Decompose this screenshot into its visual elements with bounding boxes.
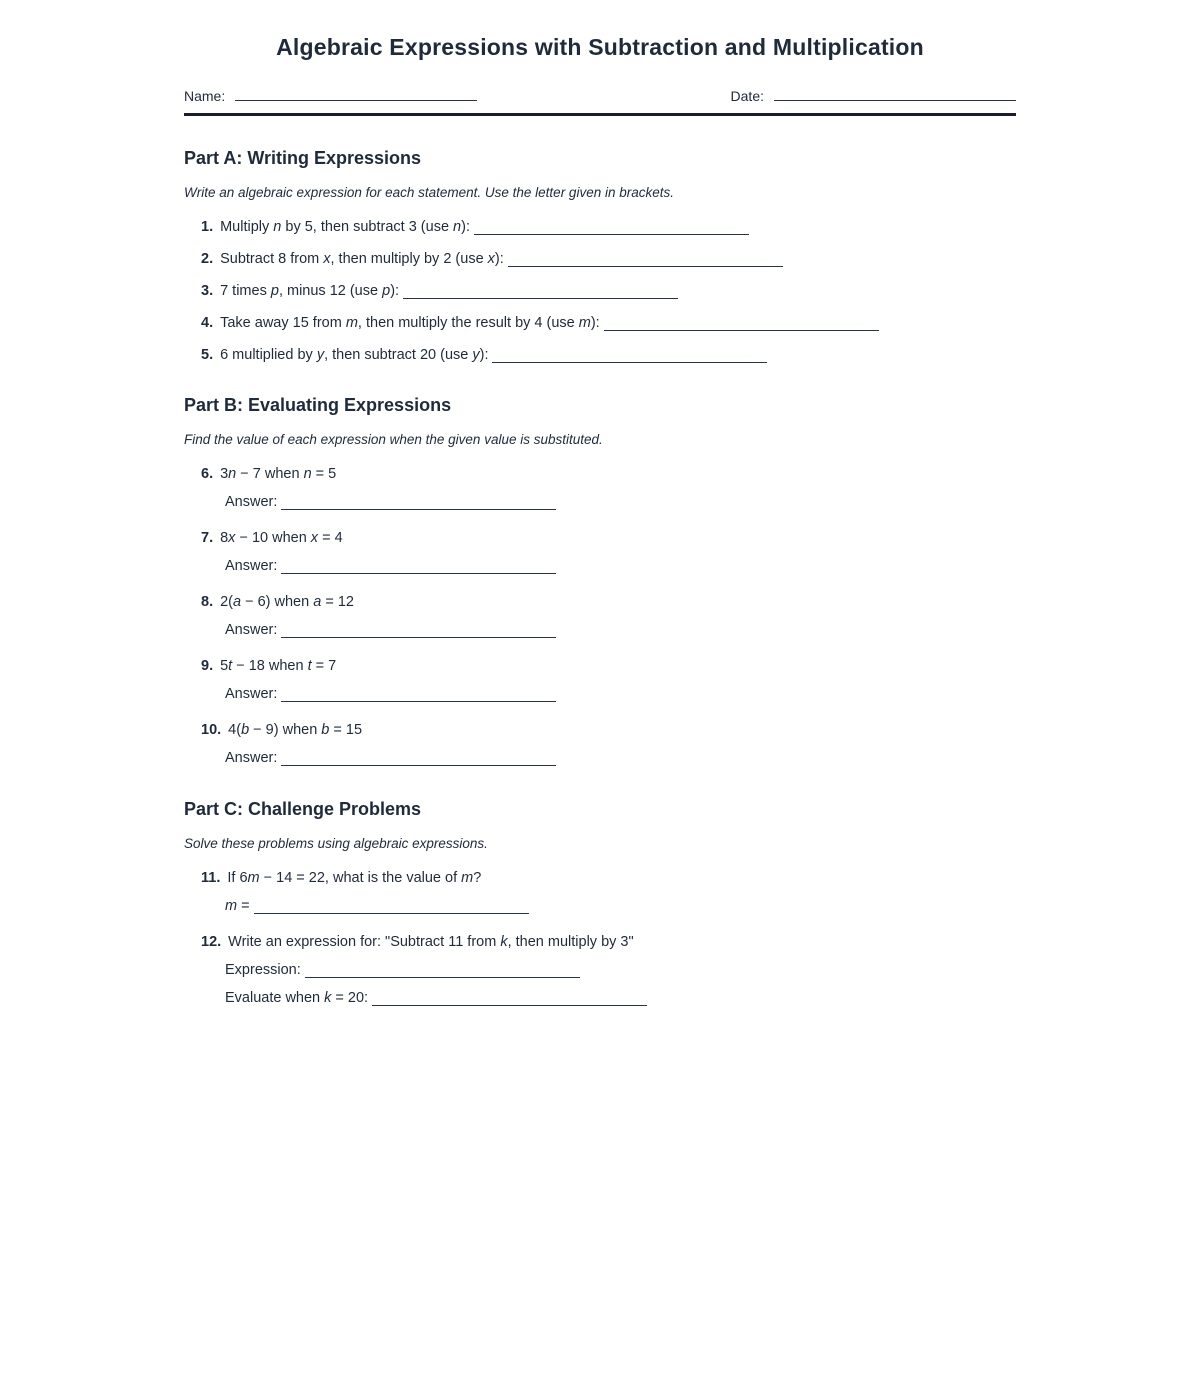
answer-blank [281, 688, 556, 703]
part-b-heading: Part B: Evaluating Expressions [184, 395, 452, 415]
answer-blank [508, 253, 783, 268]
worksheet-item-12 [184, 934, 1016, 951]
worksheet-item-7 [184, 530, 1016, 547]
item-number: 4. [201, 315, 214, 331]
worksheet-item-2 [184, 251, 1016, 268]
item-number: 9. [201, 658, 214, 674]
answer-blank [281, 496, 556, 511]
answer-blank [474, 221, 749, 236]
answer-line [184, 494, 1016, 511]
evaluate-line [184, 990, 1016, 1007]
answer-blank [281, 752, 556, 767]
answer-blank [281, 560, 556, 575]
worksheet-item-8 [184, 594, 1016, 611]
worksheet-item-11 [184, 870, 1016, 887]
item-text: Take away 15 from m, then multiply the result by 4 (use m): [220, 315, 600, 331]
item-text: 5t − 18 when t = 7 [220, 658, 337, 674]
item-number: 5. [201, 347, 214, 363]
item-number: 3. [201, 283, 214, 299]
answer-line [184, 686, 1016, 703]
date-label: Date: [730, 88, 764, 104]
item-text: If 6m − 14 = 22, what is the value of m? [227, 870, 482, 886]
answer-label: Answer: [225, 494, 278, 510]
part-c-heading: Part C: Challenge Problems [184, 799, 422, 819]
item-text: Subtract 8 from x, then multiply by 2 (use x): [220, 251, 504, 267]
answer-line [184, 750, 1016, 767]
answer-blank [254, 900, 529, 915]
answer-blank [604, 317, 879, 332]
date-field [731, 87, 1016, 104]
page-title: Algebraic Expressions with Subtraction and Multiplication [276, 34, 924, 60]
item-number: 12. [201, 934, 222, 950]
item-number: 1. [201, 219, 214, 235]
name-date-row [184, 87, 1016, 104]
worksheet-item-10 [184, 722, 1016, 739]
part-c-instruction: Solve these problems using algebraic expressions. [184, 836, 488, 851]
item-number: 10. [201, 722, 222, 738]
item-number: 2. [201, 251, 214, 267]
worksheet-item-5 [184, 347, 1016, 364]
worksheet-item-1 [184, 219, 1016, 236]
answer-label: Answer: [225, 750, 278, 766]
item-number: 8. [201, 594, 214, 610]
item-text: 4(b − 9) when b = 15 [228, 722, 363, 738]
worksheet-item-4 [184, 315, 1016, 332]
item-text: 6 multiplied by y, then subtract 20 (use y): [220, 347, 489, 363]
answer-blank [372, 992, 647, 1007]
answer-blank [281, 624, 556, 639]
name-blank [235, 87, 477, 101]
item-text: 8x − 10 when x = 4 [220, 530, 343, 546]
answer-line [184, 558, 1016, 575]
part-b-instruction: Find the value of each expression when the given value is substituted. [184, 432, 603, 447]
answer-label: Answer: [225, 622, 278, 638]
expression-label: Expression: [225, 962, 301, 978]
expression-line [184, 962, 1016, 979]
answer-line [184, 898, 1016, 915]
worksheet-item-3 [184, 283, 1016, 300]
item-text: 7 times p, minus 12 (use p): [220, 283, 400, 299]
name-field [184, 87, 477, 104]
part-a-heading: Part A: Writing Expressions [184, 148, 422, 168]
item-number: 11. [201, 870, 221, 886]
worksheet-item-9 [184, 658, 1016, 675]
header-divider [184, 113, 1016, 116]
answer-label: Answer: [225, 686, 278, 702]
item-text: Write an expression for: "Subtract 11 from k, then multiply by 3" [228, 934, 634, 950]
item-number: 7. [201, 530, 214, 546]
answer-line [184, 622, 1016, 639]
worksheet-item-6 [184, 466, 1016, 483]
date-blank [774, 87, 1016, 101]
part-a-instruction: Write an algebraic expression for each statement. Use the letter given in brackets. [184, 185, 674, 200]
item-text: 2(a − 6) when a = 12 [220, 594, 354, 610]
item-text: 3n − 7 when n = 5 [220, 466, 337, 482]
answer-blank [305, 964, 580, 979]
answer-blank [492, 349, 767, 364]
answer-label: Answer: [225, 558, 278, 574]
item-number: 6. [201, 466, 214, 482]
name-label: Name: [184, 88, 226, 104]
evaluate-label: Evaluate when k = 20: [225, 990, 369, 1006]
item-text: Multiply n by 5, then subtract 3 (use n): [220, 219, 470, 235]
answer-label: m = [225, 898, 250, 914]
answer-blank [403, 285, 678, 300]
